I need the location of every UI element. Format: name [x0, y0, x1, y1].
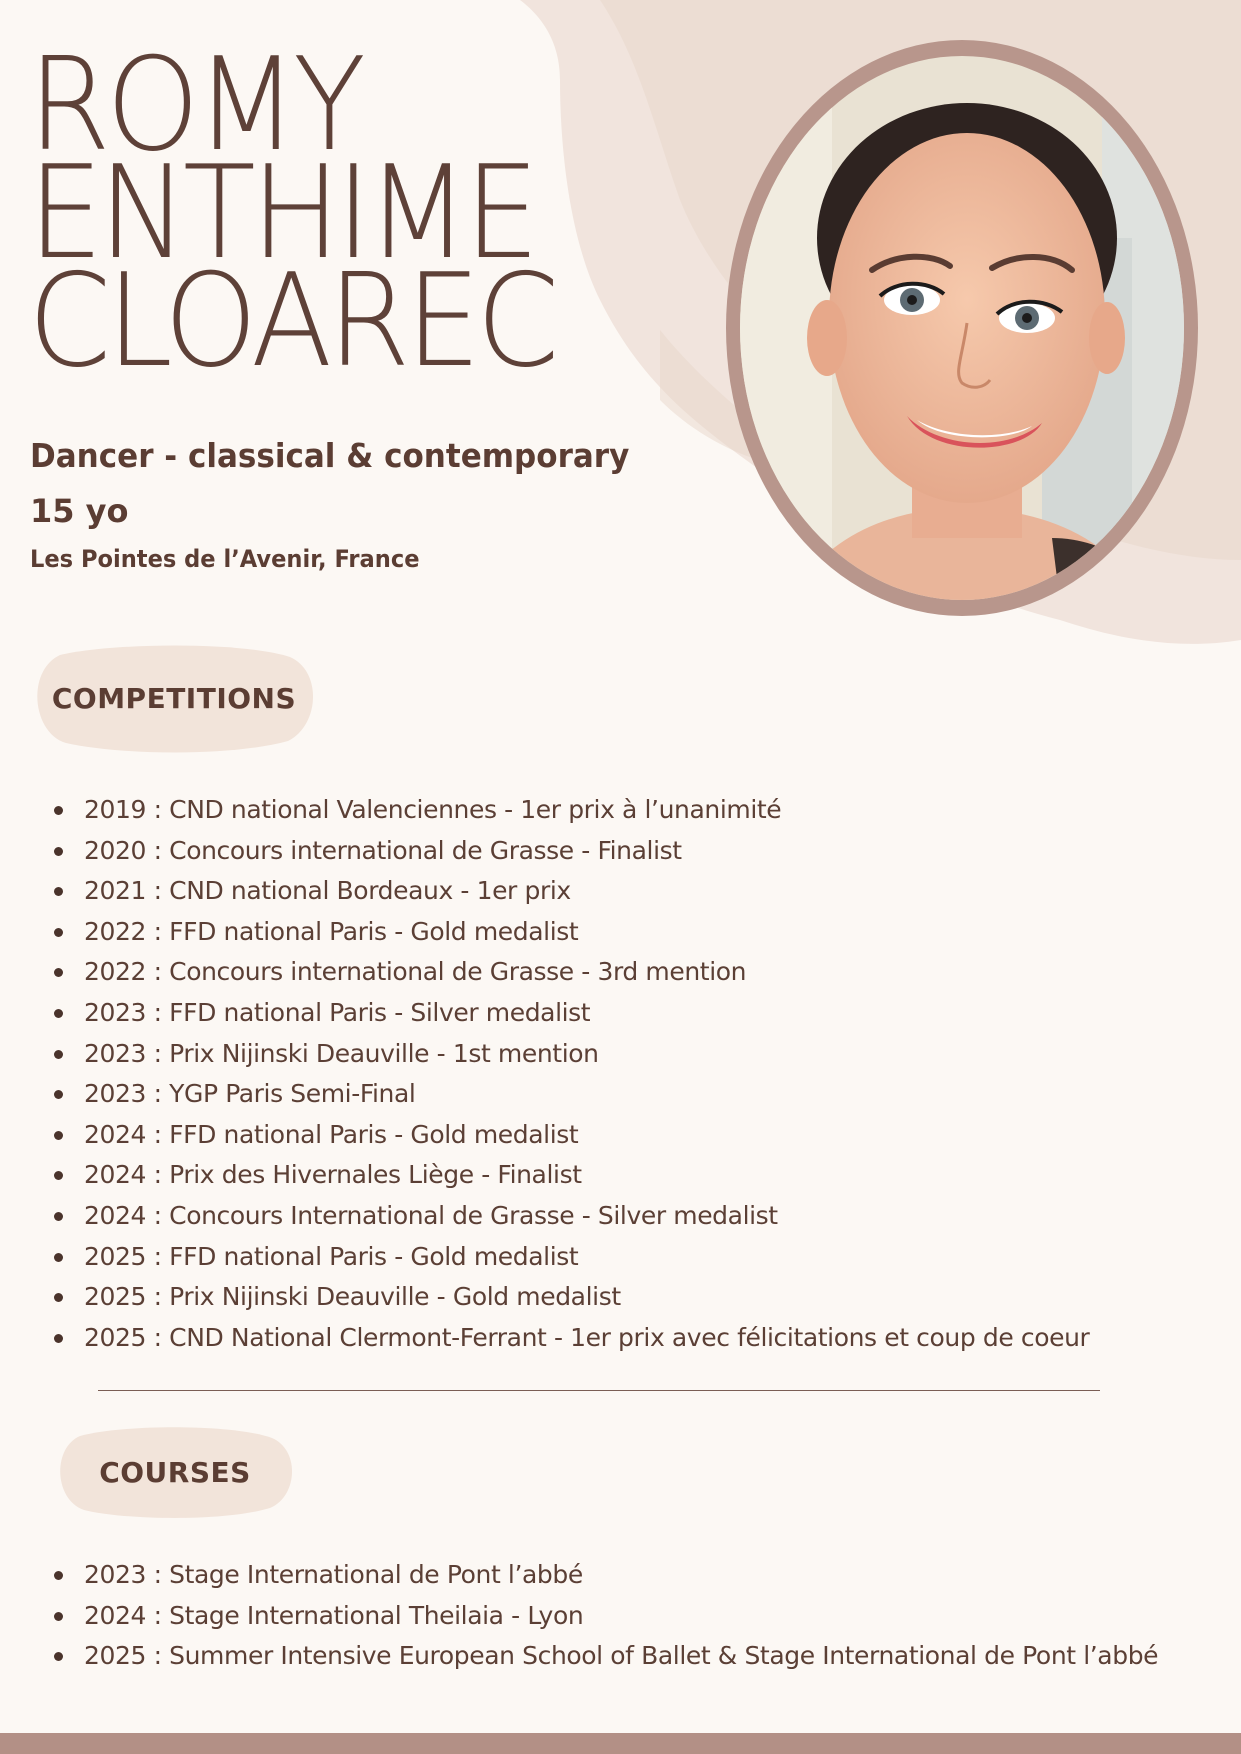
competition-text: 2025 : Prix Nijinski Deauville - Gold medalist [84, 1282, 621, 1312]
list-item [31, 871, 1089, 912]
competition-text: 2022 : Concours international de Grasse - 3rd mention [84, 957, 747, 987]
bullet-icon [54, 1131, 63, 1140]
competition-text: 2019 : CND national Valenciennes - 1er prix à l’unanimité [84, 795, 782, 824]
name-line-1: ROMY [28, 31, 362, 180]
list-item [31, 1237, 1089, 1278]
competition-text: 2023 : Prix Nijinski Deauville - 1st mention [84, 1038, 599, 1068]
bullet-icon [54, 1612, 63, 1621]
bullet-icon [54, 968, 63, 977]
bullet-icon [54, 1050, 63, 1059]
courses-heading: COURSES [99, 1455, 251, 1489]
bullet-icon [54, 1571, 63, 1580]
footer-bar [0, 1733, 1241, 1754]
list-item [31, 1277, 1089, 1318]
course-text: 2023 : Stage International de Pont l’abbé [84, 1560, 583, 1589]
course-text: 2024 : Stage International Theilaia - Lyon [84, 1600, 584, 1630]
competitions-list [31, 790, 1089, 1358]
competition-text: 2025 : FFD national Paris - Gold medalist [84, 1241, 579, 1271]
list-item [31, 1555, 1158, 1596]
competition-text: 2023 : YGP Paris Semi-Final [84, 1079, 416, 1109]
bullet-icon [54, 887, 63, 896]
list-item [31, 790, 1089, 831]
bullet-icon [54, 1334, 63, 1343]
school-label: Les Pointes de l’Avenir, France [30, 545, 420, 573]
role-subtitle: Dancer - classical & contemporary [30, 436, 630, 475]
competitions-heading: COMPETITIONS [51, 681, 297, 715]
list-item [31, 1034, 1089, 1075]
course-text: 2025 : Summer Intensive European School of Ballet & Stage International de Pont l’abbé [84, 1641, 1159, 1671]
competition-text: 2024 : Prix des Hivernales Liège - Finalist [84, 1160, 582, 1190]
list-item [31, 1596, 1158, 1637]
competition-text: 2024 : Concours International de Grasse - Silver medalist [84, 1200, 778, 1230]
bullet-icon [54, 1253, 63, 1262]
competition-text: 2023 : FFD national Paris - Silver medalist [84, 997, 591, 1027]
list-item [31, 952, 1089, 993]
list-item [31, 1155, 1089, 1196]
list-item [31, 993, 1089, 1034]
bullet-icon [54, 1293, 63, 1302]
list-item [31, 912, 1089, 953]
list-item [31, 1636, 1158, 1677]
list-item [31, 831, 1089, 872]
competition-text: 2025 : CND National Clermont-Ferrant - 1er prix avec félicitations et coup de coeur [84, 1322, 1090, 1352]
portrait-photo [722, 38, 1202, 618]
list-item [31, 1318, 1089, 1359]
courses-heading-badge [54, 1426, 296, 1518]
bullet-icon [54, 806, 63, 815]
competition-text: 2021 : CND national Bordeaux - 1er prix [84, 876, 571, 906]
bullet-icon [54, 1652, 63, 1661]
courses-list [31, 1555, 1158, 1677]
bullet-icon [54, 1171, 63, 1180]
list-item [31, 1074, 1089, 1115]
bullet-icon [54, 928, 63, 937]
list-item [31, 1115, 1089, 1156]
competition-text: 2022 : FFD national Paris - Gold medalist [84, 916, 579, 946]
bullet-icon [54, 847, 63, 856]
full-name [28, 31, 594, 396]
list-item [31, 1196, 1089, 1237]
bullet-icon [54, 1090, 63, 1099]
name-line-3: CLOAREC [28, 247, 555, 396]
bullet-icon [54, 1212, 63, 1221]
competitions-heading-badge [30, 643, 318, 753]
section-divider [98, 1390, 1100, 1391]
bullet-icon [54, 1009, 63, 1018]
name-line-2: ENTHIME [28, 139, 535, 288]
competition-text: 2020 : Concours international de Grasse - Finalist [84, 835, 682, 865]
competition-text: 2024 : FFD national Paris - Gold medalist [84, 1119, 579, 1149]
age-label: 15 yo [30, 492, 129, 530]
